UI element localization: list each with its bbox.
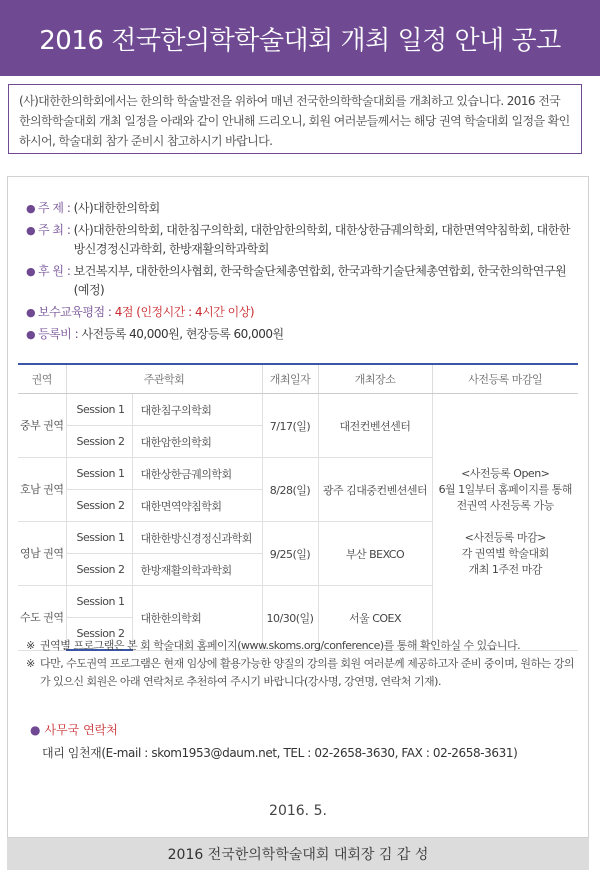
org-cell: 한방재활의학과학회 [132,554,262,586]
info-row-sponsor [26,262,576,300]
org-cell: 대한암한의학회 [132,426,262,458]
intro-box [8,84,582,154]
session-cell: Session 2 [66,426,132,458]
session-cell: Session 2 [66,554,132,586]
date-cell: 7/17(일) [262,394,318,458]
page-header [0,0,600,76]
bullet-icon: ● [26,202,36,215]
region-cell: 수도 권역 [18,586,66,651]
date-cell: 10/30(일) [262,586,318,651]
col-header-region: 권역 [18,364,66,394]
organizer-label: 주 최 : [38,223,74,237]
sponsor-value: 보건복지부, 대한한의사협회, 한국학술단체총연합회, 한국과학기술단체총연합회, 한국한의학연구원(예정) [73,264,567,297]
contact-info: 대리 임천재(E-mail : skom1953@daum.net, TEL : 02-2658-3630, FAX : 02-2658-3631) [42,746,518,760]
session-cell: Session 2 [66,618,132,651]
col-header-date: 개최일자 [262,364,318,394]
org-cell: 대한면역약침학회 [132,490,262,522]
date-cell: 9/25(일) [262,522,318,586]
region-cell: 영남 권역 [18,522,66,586]
host-label: 주 제 : [38,201,74,215]
session-cell: Session 1 [66,394,132,426]
note-text: 다만, 수도권역 프로그램은 현재 임상에 활용가능한 양질의 강의를 회원 여러분께 제공하고자 준비 중이며, 원하는 강의가 있으신 회원은 아래 연락처로 추천하여 주시기 바랍니다(강사명, 강연명, 연락처 기재). [40,657,574,688]
deadline-close-title: <사전등록 마감> [464,530,546,544]
info-row-host [26,199,576,218]
intro-text: (사)대한한의학회에서는 한의학 학술발전을 위하여 매년 전국한의학학술대회를 개최하고 있습니다. 2016 전국한의학학술대회 개최 일정을 아래와 같이 안내해 드리오니, 회원 여러분들께서는 해당 권역 학술대회 일정을 확인하시어, 학술대회 참가 준비시 참고하시기 바랍니다. [19,94,570,148]
col-header-organizer: 주관학회 [66,364,262,394]
note-mark-icon: ※ [26,639,35,652]
deadline-close-text-2: 개최 1주전 마감 [468,562,542,576]
event-info [26,199,576,347]
bullet-icon: ● [26,224,36,237]
deadline-open-text: 6월 1일부터 홈페이지를 통해 [438,482,572,496]
note-mark-icon: ※ [26,657,35,670]
fee-label: 등록비 : [38,327,82,341]
note-item [26,637,582,655]
footer [7,838,589,870]
bullet-icon: ● [30,723,41,737]
contact-heading [30,721,118,738]
region-cell: 호남 권역 [18,458,66,522]
org-cell: 대한상한금궤의학회 [132,458,262,490]
schedule-table [18,363,578,651]
page-title: 2016 전국한의학학술대회 개최 일정 안내 공고 [39,25,561,56]
info-row-fee [26,325,576,344]
organizer-value: (사)대한한의학회, 대한침구의학회, 대한암한의학회, 대한상한금궤의학회, 대한면역약침학회, 대한한방신경정신과학회, 한방재활의학과학회 [73,223,570,256]
col-header-venue: 개최장소 [318,364,432,394]
venue-cell: 광주 김대중컨벤션센터 [318,458,432,522]
session-cell: Session 1 [66,586,132,618]
fee-value: 사전등록 40,000원, 현장등록 60,000원 [81,327,284,341]
contact-title: 사무국 연락처 [44,723,118,737]
session-cell: Session 1 [66,522,132,554]
host-value: (사)대한한의학회 [73,201,160,215]
info-row-credit [26,303,576,322]
announcement-date: 2016. 5. [269,803,327,819]
org-cell: 대한침구의학회 [132,394,262,426]
bullet-icon: ● [26,328,36,341]
note-text: 권역별 프로그램은 본 회 학술대회 홈페이지(www.skoms.org/conference)를 통해 확인하실 수 있습니다. [40,639,521,652]
notes [26,637,582,691]
session-cell: Session 1 [66,458,132,490]
date-cell: 8/28(일) [262,458,318,522]
col-header-deadline: 사전등록 마감일 [432,364,578,394]
table-header-row [18,364,578,394]
bullet-icon: ● [26,265,36,278]
region-cell: 중부 권역 [18,394,66,458]
org-cell: 대한한방신경정신과학회 [132,522,262,554]
info-row-organizer [26,221,576,259]
deadline-close-text: 각 권역별 학술대회 [461,546,549,560]
deadline-open-text-2: 전권역 사전등록 가능 [456,498,554,512]
bullet-icon: ● [26,306,36,319]
deadline-open-title: <사전등록 Open> [461,466,550,480]
org-cell: 대한한의학회 [132,586,262,651]
note-item [26,655,582,691]
sponsor-label: 후 원 : [38,264,74,278]
deadline-cell [432,394,578,651]
footer-text: 2016 전국한의학학술대회 대회장 김 갑 성 [167,847,429,863]
credit-label: 보수교육평점 : [38,305,115,319]
table-row [18,394,578,426]
main-content [7,176,589,838]
session-cell: Session 2 [66,490,132,522]
venue-cell: 부산 BEXCO [318,522,432,586]
venue-cell: 서울 COEX [318,586,432,651]
venue-cell: 대전컨벤션센터 [318,394,432,458]
credit-value: 4점 (인정시간 : 4시간 이상) [114,305,254,319]
